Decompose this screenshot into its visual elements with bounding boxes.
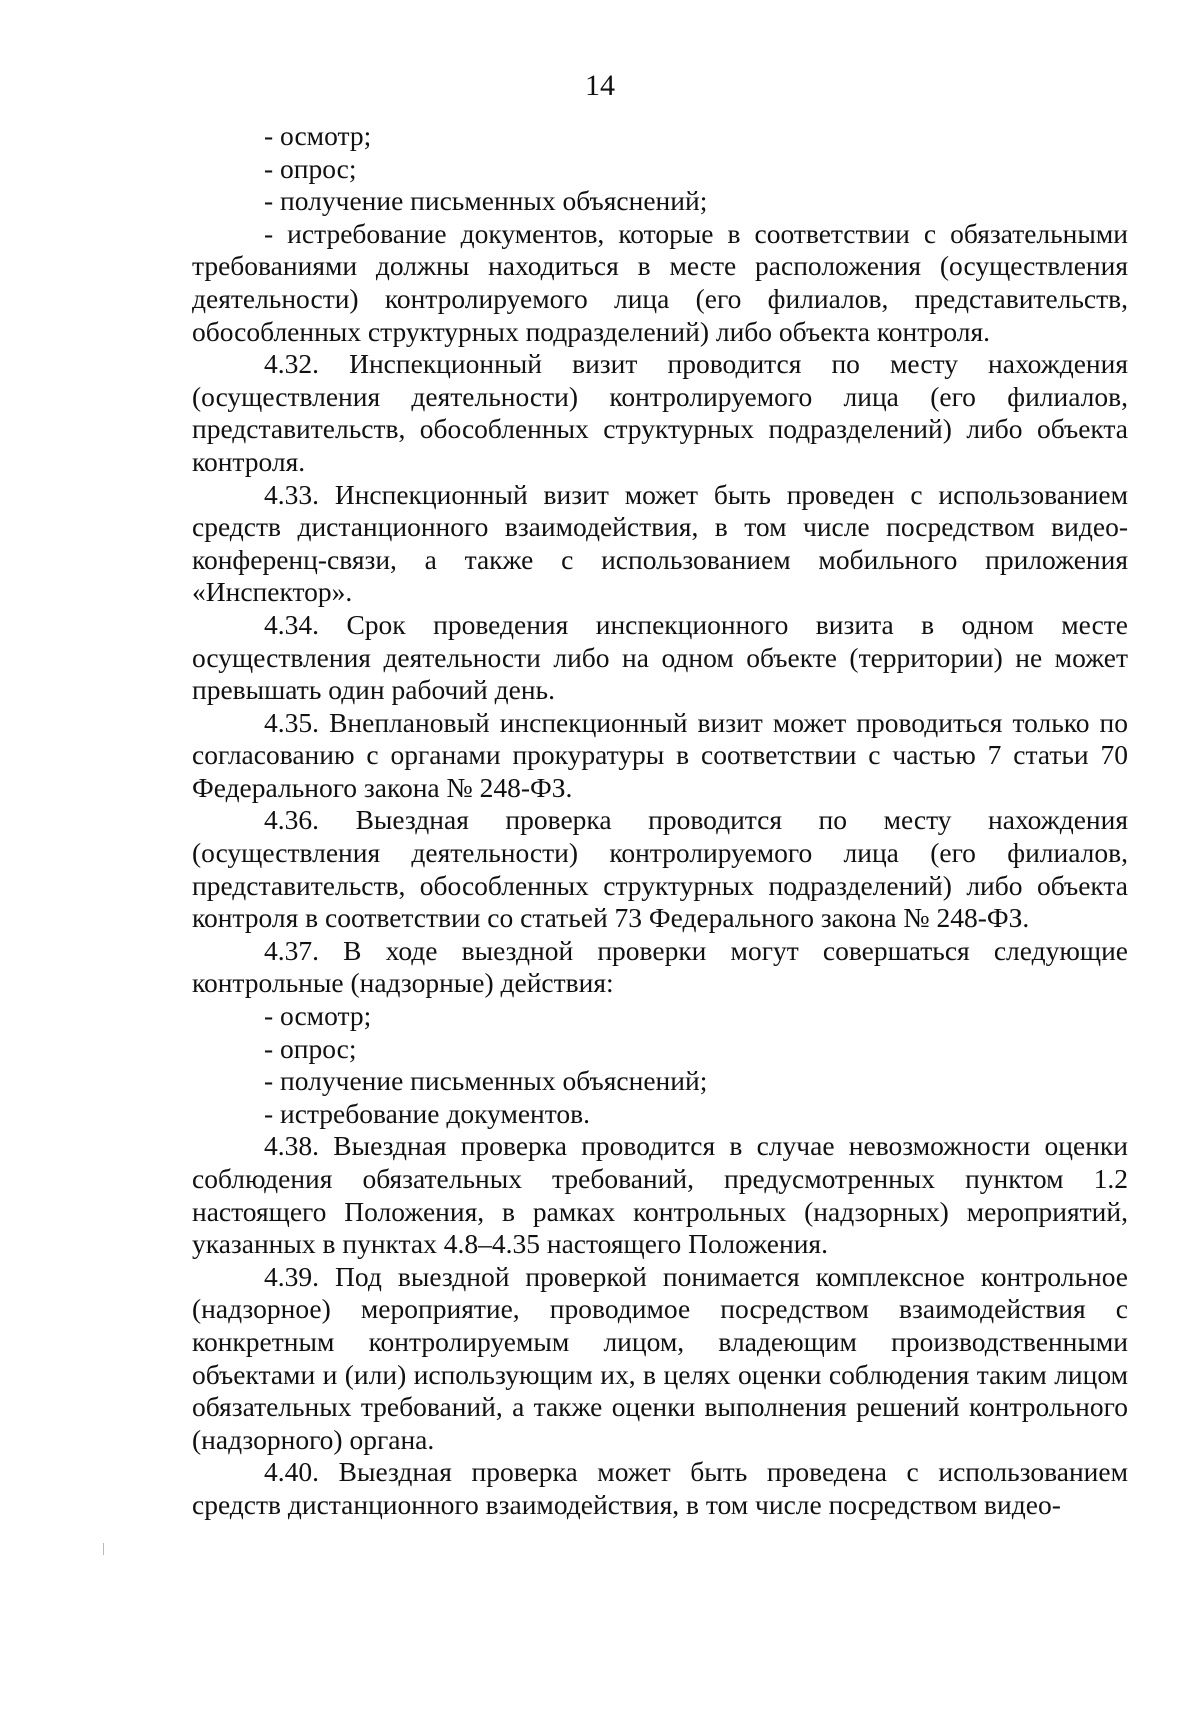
clause-paragraph [192,479,1128,609]
clause-paragraph [192,609,1128,707]
paragraph-text: Внеплановый инспекционный визит может проводиться только по согласованию с органами прокуратуры в соответствии с частью 7 статьи 70 Федерального закона № 248-ФЗ. [192,706,1129,803]
bullet-item [192,1065,1128,1098]
paragraph-text: Инспекционный визит проводится по месту нахождения (осуществления деятельности) контролируемого лица (его филиалов, представительств, обособленных структурных подразделений) либо объекта контроля. [192,348,1129,477]
paragraph-text: Срок проведения инспекционного визита в одном месте осуществления деятельности либо на одном объекте (территории) не может превышать один рабочий день. [192,608,1129,706]
paragraph-text: - осмотр; [264,1000,372,1032]
clause-paragraph [192,935,1128,1000]
clause-number: 4.32. [264,348,319,380]
bullet-item [192,185,1128,218]
page-number: 14 [585,69,615,102]
clause-paragraph [192,707,1128,805]
bullet-item [192,1098,1128,1131]
clause-number: 4.39. [264,1260,319,1292]
paragraph-text: - истребование документов. [264,1097,591,1129]
paragraph-text: - опрос; [264,152,357,184]
clause-number: 4.34. [264,608,319,640]
bullet-item [192,120,1128,153]
paragraph-text: - получение письменных объяснений; [264,185,708,217]
document-body [192,120,1128,1522]
clause-number: 4.33. [264,478,319,510]
clause-number: 4.35. [264,706,319,738]
clause-paragraph [192,1261,1128,1457]
paragraph-text: Под выездной проверкой понимается комплексное контрольное (надзорное) мероприятие, проводимое посредством взаимодействия с конкретным контролируемым лицом, владеющим производственными объектами и (или) использующим их, в целях оценки соблюдения таким лицом обязательных требований, а также оценки выполнения решений контрольного (надзорного) органа. [192,1260,1128,1455]
paragraph-text: - осмотр; [264,120,372,151]
paragraph-text: - истребование документов, которые в соответствии с обязательными требованиями должны находиться в месте расположения (осуществления деятельности) контролируемого лица (его филиалов, представительств, обособленных структурных подразделений) либо объекта контроля. [192,217,1128,347]
paragraph-text: Инспекционный визит может быть проведен с использованием средств дистанционного взаимодействия, в том числе посредством видео-конференц-связи, а также с использованием мобильного приложения «Инспектор». [192,478,1129,608]
clause-number: 4.40. [264,1456,319,1488]
bullet-item [192,218,1128,348]
paragraph-text: - получение письменных объяснений; [264,1065,708,1097]
bullet-item [192,153,1128,186]
clause-paragraph [192,804,1128,934]
clause-number: 4.38. [264,1130,319,1162]
paragraph-text: Выездная проверка проводится по месту нахождения (осуществления деятельности) контролируемого лица (его филиалов, представительств, обособленных структурных подразделений) либо объекта контроля в соответствии со статьей 73 Федерального закона № 248-ФЗ. [192,804,1129,934]
clause-number: 4.36. [264,804,319,836]
paragraph-text: Выездная проверка может быть проведена с использованием средств дистанционного взаимодействия, в том числе посредством видео- [192,1456,1128,1520]
clause-paragraph [192,1130,1128,1260]
clause-number: 4.37. [264,934,319,966]
bullet-item [192,1000,1128,1033]
scan-mark [103,1543,104,1555]
paragraph-text: - опрос; [264,1032,357,1064]
bullet-item [192,1033,1128,1066]
paragraph-text: В ходе выездной проверки могут совершаться следующие контрольные (надзорные) действия: [192,934,1129,999]
clause-paragraph [192,1456,1128,1521]
paragraph-text: Выездная проверка проводится в случае невозможности оценки соблюдения обязательных требований, предусмотренных пунктом 1.2 настоящего Положения, в рамках контрольных (надзорных) мероприятий, указанных в пунктах 4.8–4.35 настоящего Положения. [192,1130,1129,1260]
clause-paragraph [192,348,1128,478]
